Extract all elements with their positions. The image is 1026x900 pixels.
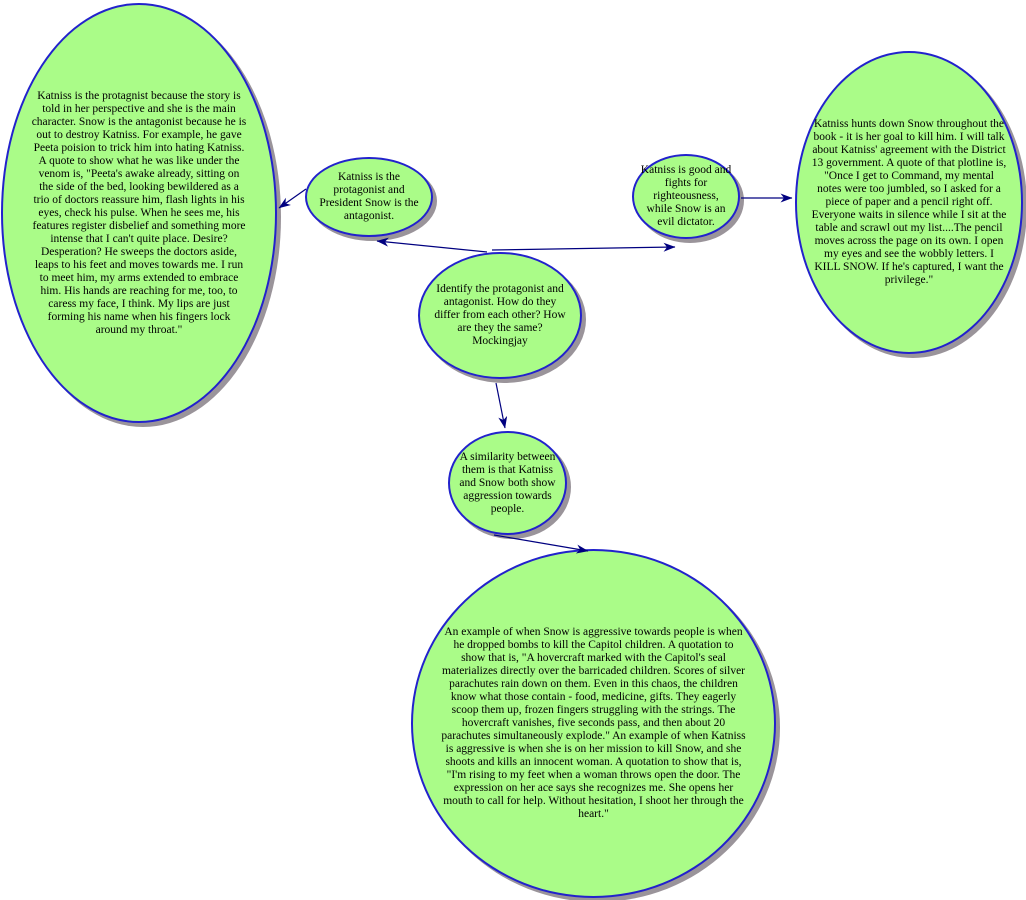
node-claim-text: Katniss is the protagonist and President Snow is the antagonist. (319, 171, 419, 222)
node-difference-evidence-text: Katniss hunts down Snow throughout the book - it is her goal to kill him. I will talk about Katniss' agreement with the District 13 government. A quote of that plotline is, "Once I get to Command, my mental notes were too jumbled, so I asked for a piece of paper and a pencil right off. Everyone waits in silence while I sit at the table and scrawl out my list....The pencil moves across the page on its own. I open my eyes and see the wobbly letters. I KILL SNOW. If he's captured, I want the privilege." (811, 118, 1007, 286)
node-claim-evidence[interactable] (1, 3, 277, 423)
node-claim-evidence-text: Katniss is the protagnist because the story is told in her perspective and she is the main character. Snow is the antagonist because he is out to destroy Katniss. For example, he gave Peeta poision to trick him into hating Katniss. A quote to show what he was like under the venom is, "Peeta's awake already, sitting on the side of the bed, looking bewildered as a trio of doctors reassure him, flash lights in his eyes, check his pulse. When he sees me, his features register disbelief and something more intense that I can't quite place. Desire? Desperation? He sweeps the doctors aside, leaps to his feet and moves towards me. I run to meet him, my arms extended to embrace him. His hands are reaching for me, too, to caress my face, I think. My lips are just forming his name when his fingers lock around my throat." (31, 89, 247, 336)
node-similarity-evidence[interactable] (411, 549, 776, 898)
node-main-question-text (430, 283, 570, 348)
connector-claim-to-claim-evidence[interactable] (279, 189, 306, 208)
node-difference[interactable] (632, 154, 740, 239)
connector-main-to-difference[interactable] (492, 247, 675, 250)
main-question-book-title: Mockingjay (472, 335, 528, 347)
node-claim[interactable] (305, 157, 433, 237)
main-question-prompt: Identify the protagonist and antagonist. How do they differ from each other? How are they the same? (434, 283, 566, 334)
node-difference-evidence[interactable] (795, 51, 1023, 354)
node-similarity-text: A similarity between them is that Katniss and Snow both show aggression towards people. (459, 450, 556, 515)
node-similarity-evidence-text: An example of when Snow is aggressive towards people is when he dropped bombs to kill the Capitol children. A quotation to show that is, "A hovercraft marked with the Capitol's seal materializes directly over the barricaded children. Scores of silver parachutes rain down on them. Even in this chaos, the children know what those contain - food, medicine, gifts. They eagerly scoop them up, frozen fingers struggling with the strings. The hovercraft vanishes, five seconds pass, and then about 20 parachutes simultaneously explode." An example of when Katniss is aggressive is when she is on her mission to kill Snow, and she shoots and kills an innocent woman. A quotation to show that is, "I'm rising to my feet when a woman throws open the door. The expression on her ace says she recognizes me. She opens her mouth to call for help. Without hesitation, I shoot her through the heart." (441, 626, 746, 820)
node-similarity[interactable] (448, 431, 567, 535)
connector-main-to-similarity[interactable] (496, 383, 505, 428)
node-difference-text: Katniss is good and fights for righteousness, while Snow is an evil dictator. (640, 164, 732, 228)
node-main-question[interactable] (418, 252, 582, 379)
connector-main-to-claim[interactable] (377, 241, 487, 252)
connector-similarity-to-similarity-evidence[interactable] (494, 535, 588, 551)
